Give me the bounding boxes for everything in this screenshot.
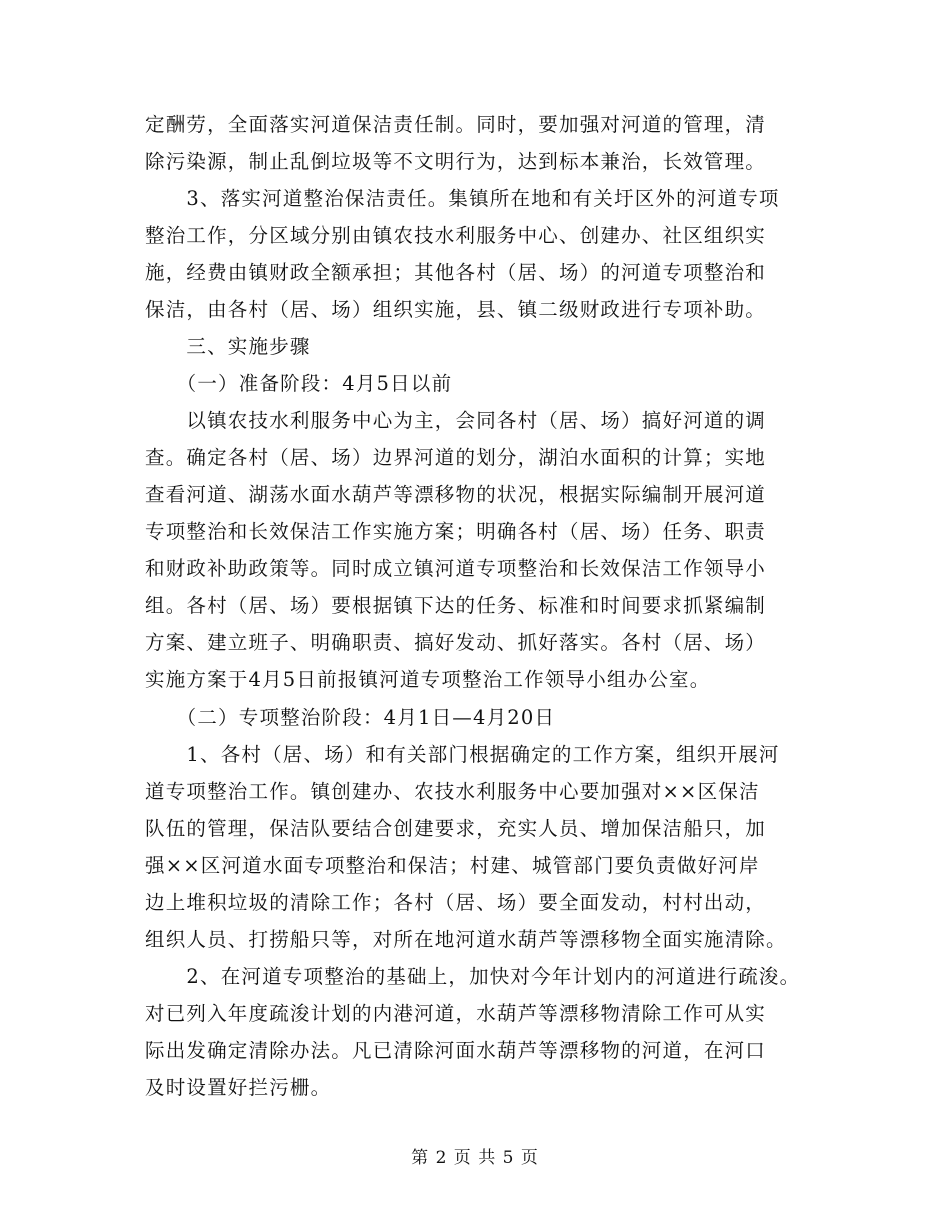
body-text-line: 道专项整治工作。镇创建办、农技水利服务中心要加强对××区保洁 [145,780,760,803]
section-heading: 三、实施步骤 [145,335,311,358]
body-text-line: 对已列入年度疏浚计划的内港河道，水葫芦等漂移物清除工作可从实 [145,1002,767,1025]
body-text-line: 2、在河道专项整治的基础上，加快对今年计划内的河道进行疏浚。 [145,965,801,988]
body-text-line: 和财政补助政策等。同时成立镇河道专项整治和长效保洁工作领导小 [145,557,767,580]
body-text-line: 专项整治和长效保洁工作实施方案；明确各村（居、场）任务、职责 [145,520,767,543]
body-text-line: 及时设置好拦污栅。 [145,1076,332,1099]
body-text-line: 除污染源，制止乱倒垃圾等不文明行为，达到标本兼治，长效管理。 [145,150,767,173]
body-text-line: 边上堆积垃圾的清除工作；各村（居、场）要全面发动，村村出动， [145,891,767,914]
body-text-line: 实施方案于4月5日前报镇河道专项整治工作领导小组办公室。 [145,668,711,691]
body-text-line: 组。各村（居、场）要根据镇下达的任务、标准和时间要求抓紧编制 [145,594,767,617]
body-text-line: 方案、建立班子、明确职责、搞好发动、抓好落实。各村（居、场） [145,631,767,654]
body-text-line: 1、各村（居、场）和有关部门根据确定的工作方案，组织开展河 [145,743,780,766]
subsection-heading: （一）准备阶段：4月5日以前 [145,372,453,395]
body-text-line: 查。确定各村（居、场）边界河道的划分，湖泊水面积的计算；实地 [145,446,767,469]
body-text-line: 队伍的管理，保洁队要结合创建要求，充实人员、增加保洁船只，加 [145,817,767,840]
body-text-line: 组织人员、打捞船只等，对所在地河道水葫芦等漂移物全面实施清除。 [145,928,787,951]
body-text-line: 际出发确定清除办法。凡已清除河面水葫芦等漂移物的河道，在河口 [145,1039,767,1062]
body-text-line: 查看河道、湖荡水面水葫芦等漂移物的状况，根据实际编制开展河道 [145,483,767,506]
body-text-line: 保洁，由各村（居、场）组织实施，县、镇二级财政进行专项补助。 [145,298,767,321]
body-text-line: 施，经费由镇财政全额承担；其他各村（居、场）的河道专项整治和 [145,261,767,284]
body-text-line: 整治工作，分区域分别由镇农技水利服务中心、创建办、社区组织实 [145,224,767,247]
subsection-heading: （二）专项整治阶段：4月1日—4月20日 [145,706,556,729]
body-text-line: 强××区河道水面专项整治和保洁；村建、城管部门要负责做好河岸 [145,854,760,877]
body-text-line: 以镇农技水利服务中心为主，会同各村（居、场）搞好河道的调 [145,409,767,432]
body-text-line: 定酬劳，全面落实河道保洁责任制。同时，要加强对河道的管理，清 [145,113,767,136]
page-footer: 第 2 页 共 5 页 [411,1148,539,1168]
body-text-line: 3、落实河道整治保洁责任。集镇所在地和有关圩区外的河道专项 [145,187,780,210]
